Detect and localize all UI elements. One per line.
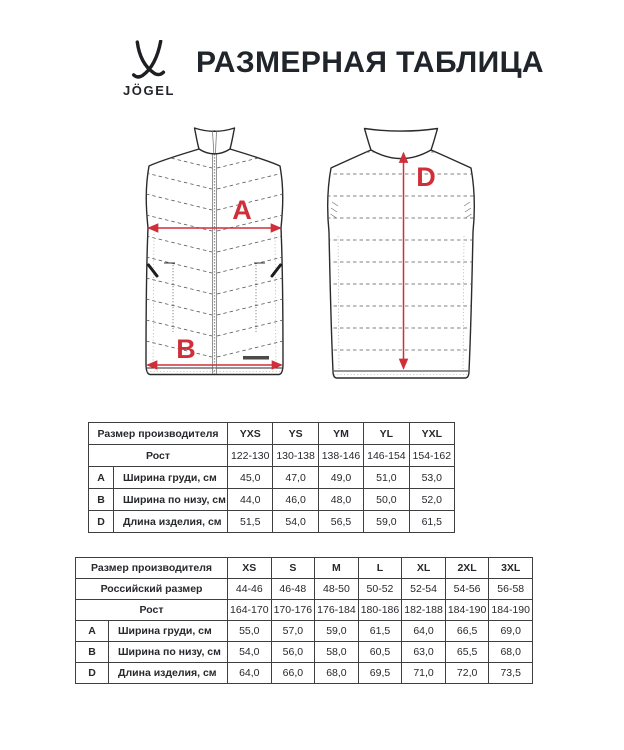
size-column-header: YXS: [228, 423, 273, 445]
size-column-header: 2XL: [445, 558, 489, 579]
dimension-letter-d: D: [416, 162, 436, 192]
dimension-letter-cell: D: [89, 511, 114, 533]
measurement-value-cell: 72,0: [445, 663, 489, 684]
measurement-value-cell: 146-154: [364, 445, 409, 467]
measurement-label-cell: Длина изделия, см: [109, 663, 228, 684]
measurement-value-cell: 164-170: [228, 600, 272, 621]
measurement-value-cell: 65,5: [445, 642, 489, 663]
measurement-value-cell: 56-58: [489, 579, 533, 600]
manufacturer-size-label: Размер производителя: [76, 558, 228, 579]
vest-front-drawing: [133, 116, 298, 398]
measurement-value-cell: 73,5: [489, 663, 533, 684]
vest-back-body: [328, 150, 475, 378]
measurement-value-cell: 56,0: [271, 642, 315, 663]
measurement-value-cell: 47,0: [273, 467, 318, 489]
table-row: [89, 467, 455, 489]
vest-back-drawing: [323, 116, 488, 398]
dimension-letter-cell: B: [89, 489, 114, 511]
measurement-value-cell: 68,0: [489, 642, 533, 663]
brand-logo-icon: [131, 40, 167, 82]
measurement-label-cell: Ширина по низу, см: [114, 489, 228, 511]
table-header-row: [89, 423, 455, 445]
table-row: [76, 579, 533, 600]
measurement-value-cell: 64,0: [228, 663, 272, 684]
measurement-value-cell: 61,5: [358, 621, 402, 642]
adult-size-table: [75, 557, 533, 684]
table-row: [76, 600, 533, 621]
garment-brand-label: [243, 356, 269, 360]
measurement-value-cell: 130-138: [273, 445, 318, 467]
measurement-value-cell: 50,0: [364, 489, 409, 511]
measurement-value-cell: 63,0: [402, 642, 446, 663]
size-column-header: YM: [318, 423, 363, 445]
page-title: РАЗМЕРНАЯ ТАБЛИЦА: [196, 46, 544, 79]
manufacturer-size-label: Размер производителя: [89, 423, 228, 445]
dimension-letter-b: B: [176, 334, 196, 364]
size-column-header: L: [358, 558, 402, 579]
vest-front-collar: [195, 128, 235, 154]
measurement-value-cell: 176-184: [315, 600, 359, 621]
measurement-value-cell: 51,0: [364, 467, 409, 489]
measurement-value-cell: 180-186: [358, 600, 402, 621]
row-header-cell: Российский размер: [76, 579, 228, 600]
measurement-value-cell: 54-56: [445, 579, 489, 600]
measurement-value-cell: 48,0: [318, 489, 363, 511]
brand-logo-text: JÖGEL: [122, 83, 176, 98]
measurement-value-cell: 44,0: [228, 489, 273, 511]
measurement-value-cell: 68,0: [315, 663, 359, 684]
row-header-cell: Рост: [76, 600, 228, 621]
measurement-value-cell: 59,0: [315, 621, 359, 642]
measurement-value-cell: 48-50: [315, 579, 359, 600]
measurement-value-cell: 64,0: [402, 621, 446, 642]
measurement-value-cell: 52-54: [402, 579, 446, 600]
measurement-value-cell: 69,0: [489, 621, 533, 642]
table-row: [89, 489, 455, 511]
measurement-value-cell: 46-48: [271, 579, 315, 600]
measurement-label-cell: Ширина груди, см: [109, 621, 228, 642]
measurement-value-cell: 154-162: [409, 445, 454, 467]
measurement-value-cell: 51,5: [228, 511, 273, 533]
measurement-value-cell: 138-146: [318, 445, 363, 467]
table-row: [76, 642, 533, 663]
dimension-letter-cell: A: [89, 467, 114, 489]
measurement-value-cell: 170-176: [271, 600, 315, 621]
size-column-header: YS: [273, 423, 318, 445]
measurement-value-cell: 57,0: [271, 621, 315, 642]
measurement-value-cell: 71,0: [402, 663, 446, 684]
measurement-label-cell: Длина изделия, см: [114, 511, 228, 533]
measurement-value-cell: 60,5: [358, 642, 402, 663]
measurement-label-cell: Ширина по низу, см: [109, 642, 228, 663]
table-row: [89, 445, 455, 467]
measurement-value-cell: 69,5: [358, 663, 402, 684]
size-column-header: YL: [364, 423, 409, 445]
table-row: [76, 663, 533, 684]
measurement-value-cell: 53,0: [409, 467, 454, 489]
row-header-cell: Рост: [89, 445, 228, 467]
table-row: [76, 621, 533, 642]
measurement-value-cell: 50-52: [358, 579, 402, 600]
size-column-header: XS: [228, 558, 272, 579]
size-column-header: S: [271, 558, 315, 579]
measurement-value-cell: 49,0: [318, 467, 363, 489]
measurement-value-cell: 184-190: [489, 600, 533, 621]
measurement-value-cell: 184-190: [445, 600, 489, 621]
measurement-value-cell: 66,0: [271, 663, 315, 684]
dimension-letter-cell: A: [76, 621, 109, 642]
measurement-value-cell: 122-130: [228, 445, 273, 467]
table-row: [89, 511, 455, 533]
measurement-value-cell: 52,0: [409, 489, 454, 511]
measurement-value-cell: 66,5: [445, 621, 489, 642]
measurement-value-cell: 54,0: [273, 511, 318, 533]
measurement-value-cell: 54,0: [228, 642, 272, 663]
table-header-row: [76, 558, 533, 579]
measurement-value-cell: 55,0: [228, 621, 272, 642]
measurement-value-cell: 56,5: [318, 511, 363, 533]
brand-logo: [113, 40, 185, 98]
size-column-header: YXL: [409, 423, 454, 445]
measurement-value-cell: 58,0: [315, 642, 359, 663]
measurement-value-cell: 182-188: [402, 600, 446, 621]
measurement-value-cell: 61,5: [409, 511, 454, 533]
size-column-header: XL: [402, 558, 446, 579]
size-column-header: M: [315, 558, 359, 579]
measurement-value-cell: 44-46: [228, 579, 272, 600]
dimension-letter-cell: B: [76, 642, 109, 663]
size-column-header: 3XL: [489, 558, 533, 579]
measurement-label-cell: Ширина груди, см: [114, 467, 228, 489]
youth-size-table: [88, 422, 455, 533]
measurement-value-cell: 59,0: [364, 511, 409, 533]
measurement-value-cell: 46,0: [273, 489, 318, 511]
dimension-letter-cell: D: [76, 663, 109, 684]
measurement-value-cell: 45,0: [228, 467, 273, 489]
dimension-letter-a: A: [232, 195, 252, 225]
